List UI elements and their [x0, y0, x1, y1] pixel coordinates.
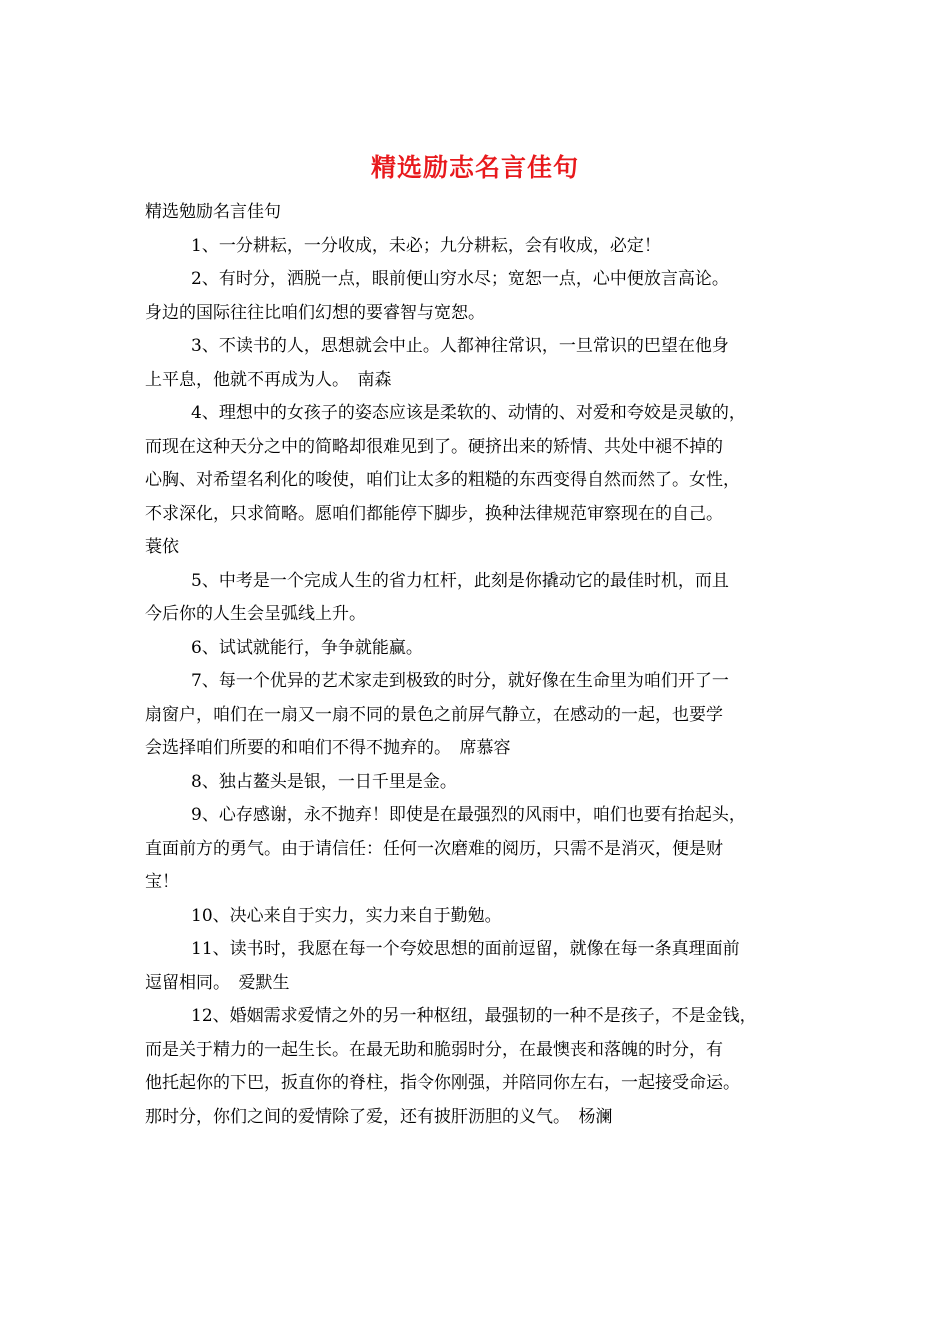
paragraph-line: 今后你的人生会呈弧线上升。 — [145, 604, 366, 624]
paragraph-line: 上平息，他就不再成为人。 南森 — [145, 369, 392, 390]
paragraph-line: 9、心存感谢，永不抛弃！即使是在最强烈的风雨中，咱们也要有抬起头， — [191, 805, 746, 825]
paragraph-line: 那时分，你们之间的爱情除了爱，还有披肝沥胆的义气。 杨澜 — [145, 1106, 613, 1127]
paragraph-line: 8、独占鳌头是银，一日千里是金。 — [191, 771, 457, 792]
paragraph-line: 2、有时分，洒脱一点，眼前便山穷水尽；宽恕一点，心中便放言高论。 — [191, 269, 729, 289]
paragraph-line: 扇窗户，咱们在一扇又一扇不同的景色之前屏气静立，在感动的一起，也要学 — [145, 704, 723, 725]
paragraph-line: 逗留相同。 爱默生 — [145, 972, 290, 993]
paragraph-line: 会选择咱们所要的和咱们不得不抛弃的。 席慕容 — [145, 738, 511, 758]
quote-paragraph — [145, 330, 825, 397]
document-title: 精选励志名言佳句 — [370, 153, 579, 182]
paragraph-line: 他托起你的下巴，扳直你的脊柱，指令你刚强，并陪同你左右，一起接受命运。 — [145, 1073, 740, 1093]
quote-paragraph — [145, 230, 825, 264]
quote-paragraph — [145, 565, 825, 632]
paragraph-line: 12、婚姻需求爱情之外的另一种枢纽，最强韧的一种不是孩子，不是金钱， — [191, 1006, 757, 1026]
quote-paragraph — [145, 933, 825, 1000]
paragraph-line: 4、理想中的女孩子的姿态应该是柔软的、动情的、对爱和夸姣是灵敏的， — [191, 403, 746, 423]
paragraph-line: 宝！ — [145, 872, 179, 892]
paragraph-line: 直面前方的勇气。由于请信任：任何一次磨难的阅历，只需不是消灭，便是财 — [145, 838, 723, 859]
paragraph-line: 而现在这种天分之中的简略却很难见到了。硬挤出来的矫情、共处中褪不掉的 — [145, 436, 723, 457]
quote-paragraph — [145, 1000, 825, 1134]
paragraph-line: 蓑依 — [145, 537, 179, 557]
quote-paragraph — [145, 900, 825, 934]
paragraph-line: 10、决心来自于实力，实力来自于勤勉。 — [191, 905, 502, 926]
quote-paragraph — [145, 766, 825, 800]
document-body — [145, 196, 825, 1134]
paragraph-line: 6、试试就能行，争争就能赢。 — [191, 637, 423, 658]
quote-paragraph — [145, 799, 825, 900]
paragraph-line: 11、读书时，我愿在每一个夸姣思想的面前逗留，就像在每一条真理面前 — [191, 939, 740, 959]
paragraph-line: 心胸、对希望名利化的唆使，咱们让太多的粗糙的东西变得自然而然了。女性， — [145, 470, 740, 490]
paragraph-line: 身边的国际往往比咱们幻想的要睿智与宽恕。 — [145, 302, 485, 323]
quote-paragraph — [145, 665, 825, 766]
paragraph-line: 不求深化，只求简略。愿咱们都能停下脚步，换种法律规范审察现在的自己。 — [145, 503, 723, 524]
quote-paragraph — [145, 632, 825, 666]
paragraph-line: 1、一分耕耘，一分收成，未必；九分耕耘，会有收成，必定！ — [191, 235, 661, 256]
paragraph-line: 3、不读书的人，思想就会中止。人都神往常识，一旦常识的巴望在他身 — [191, 336, 729, 356]
quote-paragraph — [145, 397, 825, 565]
document-subtitle: 精选勉励名言佳句 — [145, 202, 281, 222]
quote-paragraph — [145, 263, 825, 330]
paragraph-line: 7、每一个优异的艺术家走到极致的时分，就好像在生命里为咱们开了一 — [191, 671, 729, 691]
paragraph-line: 5、中考是一个完成人生的省力杠杆，此刻是你撬动它的最佳时机，而且 — [191, 570, 729, 591]
paragraph-line: 而是关于精力的一起生长。在最无助和脆弱时分，在最懊丧和落魄的时分，有 — [145, 1039, 723, 1060]
